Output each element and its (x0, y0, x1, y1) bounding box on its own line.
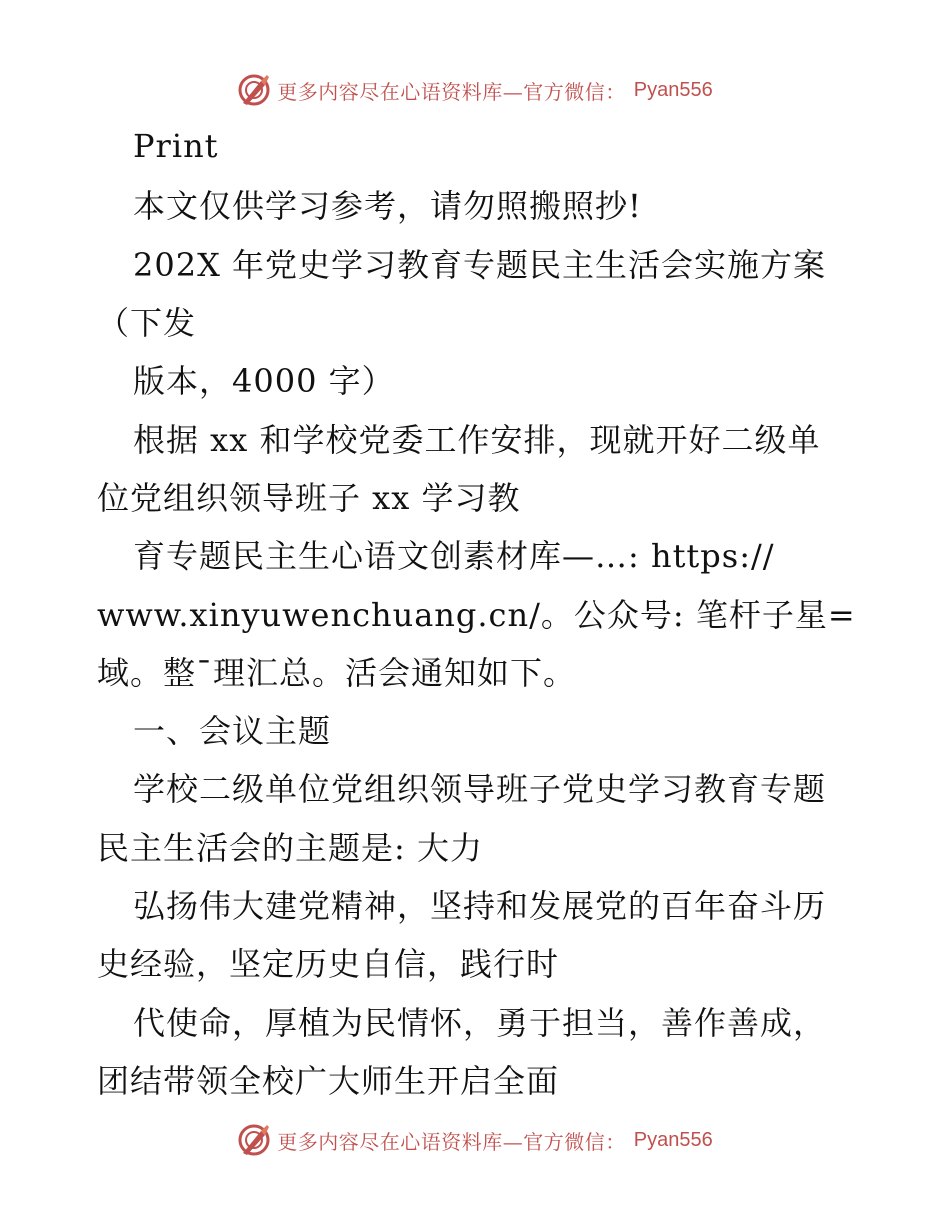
doc-line: 弘扬伟大建党精神，坚持和发展党的百年奋斗历 (133, 887, 827, 925)
doc-line: Print (133, 127, 219, 165)
watermark-text: 更多内容尽在心语资料库—官方微信： (277, 1129, 626, 1154)
doc-line: 版本，4000 字） (133, 362, 395, 400)
doc-line: 代使命，厚植为民情怀，勇于担当，善作善成， (133, 1004, 827, 1042)
doc-line: 位党组织领导班子 xx 学习教 (97, 479, 521, 517)
pen-logo-icon (237, 73, 271, 107)
watermark-id: Pyan556 (633, 78, 713, 101)
watermark-id: Pyan556 (633, 1128, 713, 1151)
doc-line: 团结带领全校广大师生开启全面 (97, 1062, 560, 1100)
doc-line: 史经验，坚定历史自信，践行时 (97, 945, 560, 983)
doc-line: 民主生活会的主题是: 大力 (97, 829, 483, 867)
section-heading: 一、会议主题 (133, 712, 332, 750)
footer-watermark (0, 1120, 950, 1160)
doc-line: 本文仅供学习参考，请勿照搬照抄! (133, 187, 642, 225)
doc-title-line: （下发 (97, 304, 197, 342)
doc-line: 育专题民主生心语文创素材库—…: https:// (133, 537, 775, 575)
doc-line: 根据 xx 和学校党委工作安排，现就开好二级单 (133, 421, 821, 459)
doc-line: 域。整¯理汇总。活会通知如下。 (97, 654, 577, 692)
doc-line: 学校二级单位党组织领导班子党史学习教育专题 (133, 770, 827, 808)
doc-line: www.xinyuwenchuang.cn/。公众号: 笔杆子星= (97, 596, 856, 634)
watermark-text: 更多内容尽在心语资料库—官方微信： (277, 79, 626, 104)
doc-title-line: 202X 年党史学习教育专题民主生活会实施方案 (133, 246, 827, 284)
pen-logo-icon (237, 1123, 271, 1157)
header-watermark (0, 70, 950, 110)
